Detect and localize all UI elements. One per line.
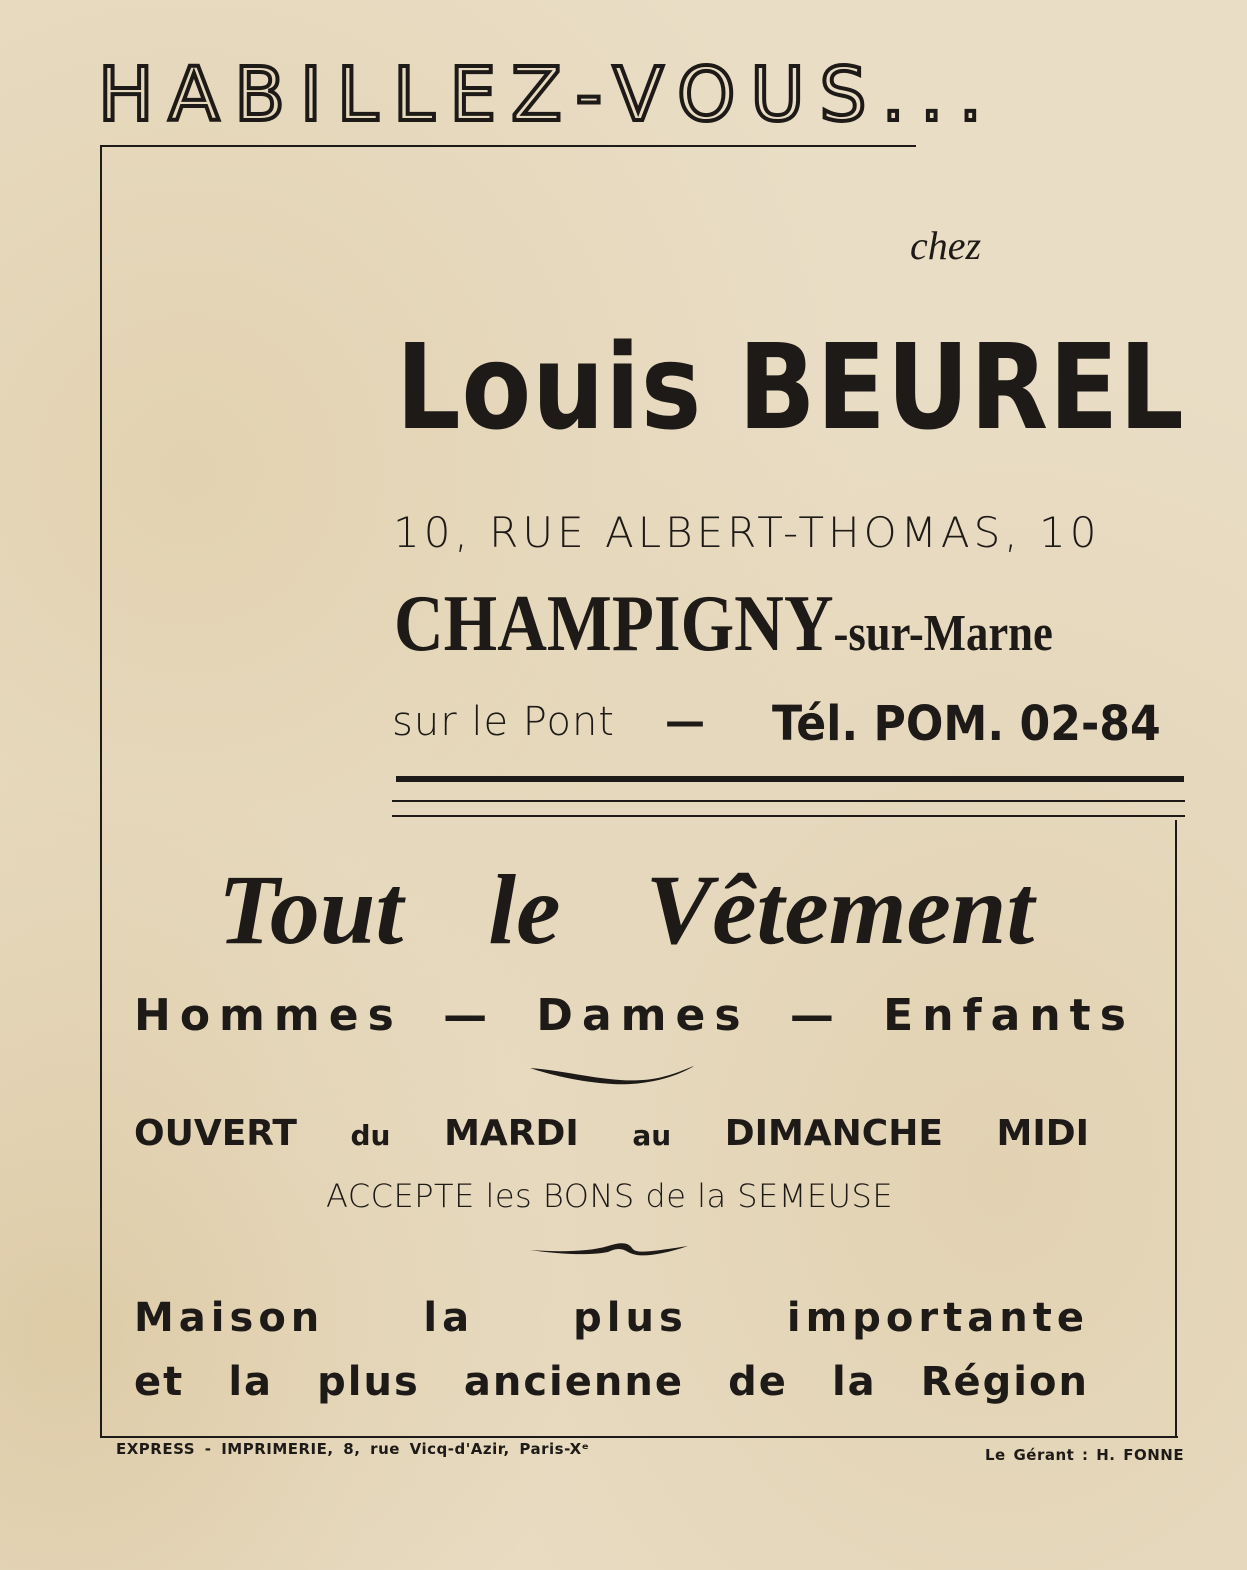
claim-line-2 — [134, 1359, 1089, 1405]
hours-word: OUVERT — [134, 1113, 297, 1154]
hours-word: DIMANCHE — [724, 1113, 943, 1154]
hours-word: du — [350, 1119, 391, 1152]
claim-word: ancienne — [463, 1359, 684, 1405]
headline: HABILLEZ-VOUS... — [98, 52, 998, 138]
frame-bottom-border — [100, 1436, 1178, 1438]
merchant-name: Louis BEUREL — [396, 318, 1185, 456]
claim-word: Maison — [134, 1295, 325, 1341]
accepted-vouchers: ACCEPTE les BONS de la SEMEUSE — [326, 1177, 894, 1215]
claim-word: plus — [573, 1295, 688, 1341]
frame-left-border — [100, 145, 102, 1437]
merchant-phone: Tél. POM. 02-84 — [772, 696, 1161, 752]
claim-word: plus — [317, 1359, 420, 1405]
offer-tagline: Tout le Vêtement — [218, 854, 1035, 965]
manager-credit: Le Gérant : H. FONNE — [985, 1446, 1185, 1464]
merchant-location — [392, 699, 735, 745]
claim-word: la — [831, 1359, 877, 1405]
location-separator: — — [665, 699, 705, 745]
headline-underline — [100, 145, 916, 147]
chez-label: chez — [910, 223, 982, 268]
ornament-swash — [528, 1062, 696, 1088]
location-text: sur le Pont — [392, 699, 615, 745]
claim-word: la — [423, 1295, 475, 1341]
hours-word: au — [632, 1119, 672, 1152]
merchant-city — [394, 580, 1053, 668]
hours-word: MARDI — [444, 1113, 579, 1154]
divider-thick-rule — [396, 776, 1184, 782]
hours-word: MIDI — [996, 1113, 1089, 1154]
printer-credit: EXPRESS - IMPRIMERIE, 8, rue Vicq-d'Azir, Paris-Xᵉ — [116, 1440, 590, 1458]
claim-line-1 — [134, 1295, 1089, 1341]
opening-hours — [134, 1113, 1089, 1154]
offer-categories: Hommes — Dames — Enfants — [134, 990, 1135, 1041]
divider-thin-rule — [392, 815, 1185, 817]
claim-word: et — [134, 1359, 185, 1405]
claim-word: importante — [786, 1295, 1089, 1341]
claim-word: Région — [920, 1359, 1089, 1405]
divider-thin-rule — [392, 800, 1185, 802]
ornament-swash — [528, 1240, 690, 1258]
claim-word: de — [728, 1359, 788, 1405]
city-suffix: -sur-Marne — [833, 605, 1053, 662]
city-main: CHAMPIGNY — [394, 580, 834, 668]
claim-word: la — [228, 1359, 274, 1405]
frame-right-border — [1175, 820, 1177, 1438]
merchant-address: 10, RUE ALBERT-THOMAS, 10 — [393, 508, 1101, 557]
